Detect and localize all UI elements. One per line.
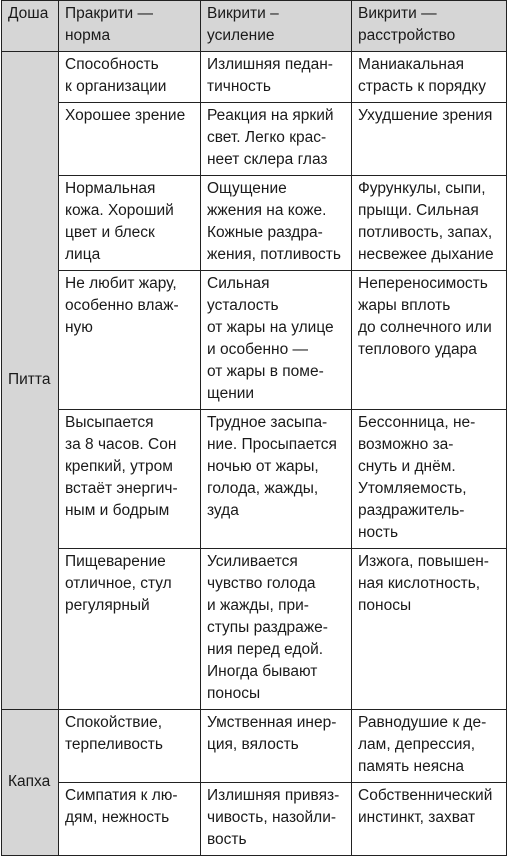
vikriti-disorder-cell: Собственнический инстинкт, захват — [352, 783, 507, 856]
vikriti-disorder-cell: Равнодушие к де- лам, депрессия, память неясна — [352, 710, 507, 783]
table-row — [2, 410, 507, 549]
vikriti-increase-cell: Реакция на яркий свет. Легко крас- неет склера глаз — [201, 103, 352, 176]
dosha-table — [1, 0, 507, 856]
vikriti-increase-cell: Излишняя педан- тичность — [201, 52, 352, 103]
header-row — [2, 1, 507, 52]
table-row — [2, 783, 507, 856]
prakriti-cell: Хорошее зрение — [59, 103, 201, 176]
vikriti-increase-cell: Излишняя привяз- чивость, назойли- вость — [201, 783, 352, 856]
prakriti-cell: Пищеварение отличное, стул регулярный — [59, 549, 201, 710]
vikriti-increase-cell: Сильная усталость от жары на улице и особенно — от жары в поме- щении — [201, 271, 352, 410]
header-prakriti-norm: Пракрити — норма — [59, 1, 201, 52]
prakriti-cell: Нормальная кожа. Хороший цвет и блеск лица — [59, 176, 201, 271]
table-header — [2, 1, 507, 52]
table-row — [2, 103, 507, 176]
header-vikriti-disorder: Викрити — расстройство — [352, 1, 507, 52]
prakriti-cell: Спокойствие, терпеливость — [59, 710, 201, 783]
vikriti-increase-cell: Усиливается чувство голода и жажды, при- ступы раздраже- ния перед едой. Иногда бывают поносы — [201, 549, 352, 710]
vikriti-disorder-cell: Фурункулы, сыпи, прыщи. Сильная потливость, запах, несвежее дыхание — [352, 176, 507, 271]
table-row — [2, 710, 507, 783]
vikriti-disorder-cell: Бессонница, не- возможно за- снуть и днём. Утомляемость, раздражитель- ность — [352, 410, 507, 549]
prakriti-cell: Высыпается за 8 часов. Сон крепкий, утром встаёт энергич- ным и бодрым — [59, 410, 201, 549]
vikriti-increase-cell: Ощущение жжения на коже. Кожные раздра- жения, потливость — [201, 176, 352, 271]
vikriti-increase-cell: Трудное засыпа- ние. Просыпается ночью от жары, голода, жажды, зуда — [201, 410, 352, 549]
vikriti-disorder-cell: Непереносимость жары вплоть до солнечного или теплового удара — [352, 271, 507, 410]
table-row — [2, 271, 507, 410]
prakriti-cell: Симпатия к лю- дям, нежность — [59, 783, 201, 856]
vikriti-disorder-cell: Ухудшение зрения — [352, 103, 507, 176]
prakriti-cell: Не любит жару, особенно влаж- ную — [59, 271, 201, 410]
table-row — [2, 176, 507, 271]
vikriti-disorder-cell: Маниакальная страсть к порядку — [352, 52, 507, 103]
vikriti-increase-cell: Умственная инер- ция, вялость — [201, 710, 352, 783]
dosha-name-cell: Капха — [2, 710, 59, 856]
header-dosha: Доша — [2, 1, 59, 52]
vikriti-disorder-cell: Изжога, повышен- ная кислотность, поносы — [352, 549, 507, 710]
table-row — [2, 549, 507, 710]
prakriti-cell: Способность к организации — [59, 52, 201, 103]
dosha-name-cell: Питта — [2, 52, 59, 710]
header-vikriti-increase: Викрити – усиление — [201, 1, 352, 52]
table-body — [2, 52, 507, 856]
table-row — [2, 52, 507, 103]
